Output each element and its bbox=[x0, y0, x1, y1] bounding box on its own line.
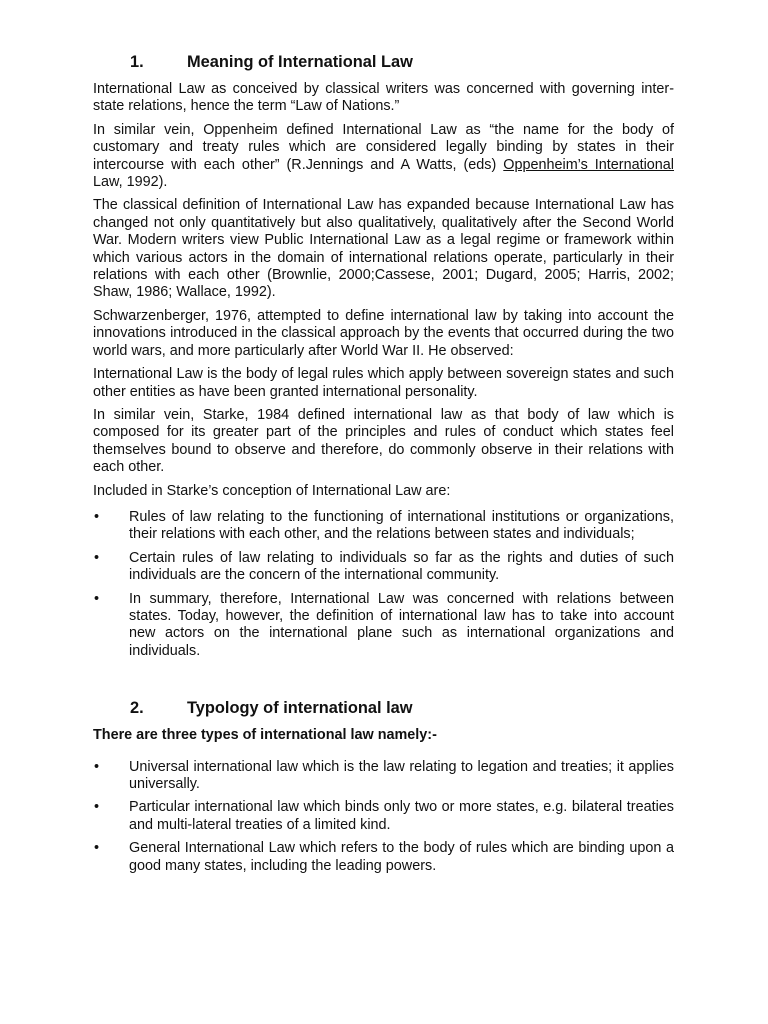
section-1-number: 1. bbox=[130, 53, 144, 71]
list-item bbox=[93, 840, 674, 875]
section-2-number: 2. bbox=[130, 699, 144, 718]
paragraph: International Law as conceived by classical writers was concerned with governing inter-state relations, hence the term “Law of Nations.” bbox=[93, 81, 674, 115]
bullet-icon: • bbox=[94, 508, 100, 525]
paragraph-text: In similar vein, Oppenheim defined International Law as “the name for the body of customary and treaty rules which are considered legally binding by states in their intercourse with each other” (R.Jennings and A Watts, (eds) bbox=[93, 121, 674, 173]
paragraph bbox=[93, 122, 674, 192]
list-item bbox=[93, 799, 674, 834]
list-item bbox=[93, 550, 674, 585]
list-item-text: In summary, therefore, International Law was concerned with relations between states. Today, however, the definition of international law has to take into account new actors on the international plane such as international organizations and individuals. bbox=[129, 590, 674, 659]
bullet-icon: • bbox=[94, 799, 100, 816]
section-2-title: Typology of international law bbox=[187, 699, 413, 718]
list-item-text: Particular international law which binds only two or more states, e.g. bilateral treaties and multi-lateral treaties of a limited kind. bbox=[129, 799, 674, 833]
list-item-text: Rules of law relating to the functioning of international institutions or organizations, their relations with each other, and the relations between states and individuals; bbox=[129, 508, 674, 543]
paragraph: Schwarzenberger, 1976, attempted to define international law by taking into account the innovations introduced in the classical approach by the events that occurred during the two world wars, and more particularly after World War II. He observed: bbox=[93, 307, 674, 359]
paragraph: International Law is the body of legal rules which apply between sovereign states and such other entities as have been granted international personality. bbox=[93, 366, 674, 400]
section-2-heading bbox=[130, 698, 674, 718]
bullet-icon: • bbox=[94, 840, 100, 857]
bullet-icon: • bbox=[94, 758, 100, 775]
paragraph: In similar vein, Starke, 1984 defined international law as that body of law which is composed for its greater part of the principles and rules of conduct which states feel themselves bound to observe and therefore, do commonly observe in their relations with each other. bbox=[93, 406, 674, 476]
paragraph: The classical definition of International Law has expanded because International Law has changed not only quantitatively but also qualitatively, qualitatively after the Second World War. Modern writers view Public International Law as a legal regime or framework within which various actors in the domain of international relations operate, particularly in their relations with each other (Brownlie, 2000;Cassese, 2001; Dugard, 2005; Harris, 2002; Shaw, 1986; Wallace, 1992). bbox=[93, 197, 674, 301]
bullet-icon: • bbox=[94, 590, 100, 607]
book-title: Oppenheim’s International bbox=[503, 156, 675, 173]
bullet-icon: • bbox=[94, 549, 100, 566]
section-1-heading bbox=[130, 52, 674, 72]
list-item-text: Universal international law which is the law relating to legation and treaties; it applies universally. bbox=[129, 758, 674, 792]
paragraph-text: Law, 1992). bbox=[93, 174, 168, 191]
list-item bbox=[93, 759, 674, 794]
section-1-title: Meaning of International Law bbox=[187, 53, 413, 71]
list-item-text: General International Law which refers to the body of rules which are binding upon a good many states, including the leading powers. bbox=[129, 840, 674, 874]
list-item-text: Certain rules of law relating to individuals so far as the rights and duties of such individuals are the concern of the international community. bbox=[129, 549, 674, 584]
list-item bbox=[93, 509, 674, 544]
starke-bullet-list bbox=[93, 509, 674, 660]
list-item bbox=[93, 591, 674, 661]
section-2-intro: There are three types of international law namely:- bbox=[93, 727, 437, 744]
typology-bullet-list bbox=[93, 759, 674, 875]
paragraph: Included in Starke’s conception of International Law are: bbox=[93, 482, 451, 499]
